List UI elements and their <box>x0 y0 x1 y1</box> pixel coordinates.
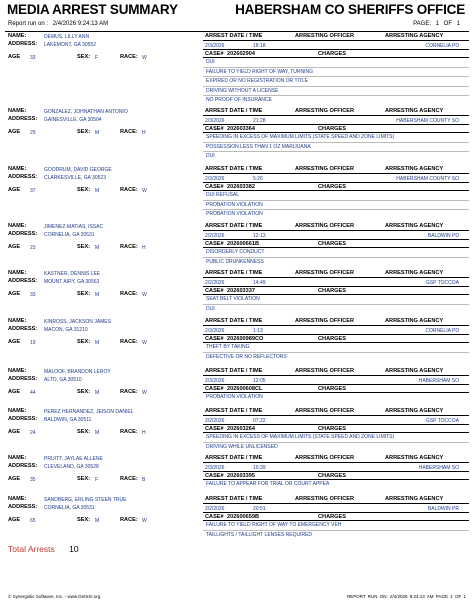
arrestee-address: CORNELIA, GA 30531 <box>44 232 95 238</box>
arrestee-sex: M <box>95 430 100 436</box>
case-label: CASE# <box>205 126 224 132</box>
sex-label: SEX: <box>77 429 91 435</box>
agency-header: ARRESTING AGENCY <box>385 318 444 324</box>
charges-header: CHARGES <box>318 473 346 479</box>
arrestee-sex: M <box>95 340 100 346</box>
arrest-time: 10:39 <box>253 465 266 471</box>
arrestee-sex: M <box>95 518 100 524</box>
arrestee-age: 33 <box>30 55 36 61</box>
arrestee-race: W <box>142 188 147 194</box>
officer-header: ARRESTING OFFICER <box>295 408 355 414</box>
agency-header: ARRESTING AGENCY <box>385 166 444 172</box>
arrestee-address: CLEVELAND, GA 30528 <box>44 464 99 470</box>
arrestee-address: CLARKESVILLE, GA 30523 <box>44 175 106 181</box>
arrestee-name: KASTNER, DENNIS LEE <box>44 271 101 277</box>
charges-header: CHARGES <box>318 288 346 294</box>
charges-header: CHARGES <box>318 126 346 132</box>
age-label: AGE <box>8 187 21 193</box>
case-label: CASE# <box>205 336 224 342</box>
footer-copyright: © Synergistic Software, Inc. - www.GetSSI.org <box>8 594 101 599</box>
arrestee-sex: M <box>95 390 100 396</box>
charges-header: CHARGES <box>318 336 346 342</box>
sex-label: SEX: <box>77 339 91 345</box>
charge-line: FAILURE TO YIELD RIGHT OF WAY, TURNING <box>203 68 469 78</box>
arrest-date: 2/3/2026 <box>205 118 225 124</box>
address-label: ADDRESS: <box>8 326 38 332</box>
age-label: AGE <box>8 54 21 60</box>
charges-header: CHARGES <box>318 241 346 247</box>
officer-header: ARRESTING OFFICER <box>295 166 355 172</box>
arrestee-name: GONZALEZ, JOHNATHAN ANTONIO <box>44 109 128 115</box>
charge-line: DUI <box>206 153 215 159</box>
race-label: RACE: <box>120 429 138 435</box>
arrest-dt-header: ARREST DATE / TIME <box>205 455 263 461</box>
charges-header: CHARGES <box>318 184 346 190</box>
charge-line: DUI <box>203 58 469 68</box>
arresting-agency: HABERSHAM SO <box>418 378 459 384</box>
agency-header: ARRESTING AGENCY <box>385 496 444 502</box>
arrest-date: 2/2/2026 <box>205 280 225 286</box>
address-label: ADDRESS: <box>8 278 38 284</box>
arrest-time: 07:22 <box>253 418 266 424</box>
charge-line: DUI <box>206 305 215 312</box>
sex-label: SEX: <box>77 129 91 135</box>
case-number: 202602904 <box>227 51 255 57</box>
case-number: 202600659B <box>227 514 260 520</box>
case-label: CASE# <box>205 184 224 190</box>
arrestee-race: W <box>142 390 147 396</box>
charge-line: PROBATION VIOLATION <box>203 201 469 211</box>
name-label: NAME: <box>8 33 27 39</box>
arrest-date: 2/2/2026 <box>205 233 225 239</box>
charges-header: CHARGES <box>318 514 346 520</box>
officer-header: ARRESTING OFFICER <box>295 33 355 39</box>
arrest-time: 20:51 <box>253 506 266 512</box>
charge-line: SPEEDING IN EXCESS OF MAXIMUM LIMITS (STATE SPEED AND ZONE LIMITS) <box>203 433 469 443</box>
name-label: NAME: <box>8 408 27 414</box>
case-label: CASE# <box>205 473 224 479</box>
age-label: AGE <box>8 389 21 395</box>
officer-header: ARRESTING OFFICER <box>295 270 355 276</box>
arrestee-sex: F <box>95 55 99 61</box>
arrest-detail-block <box>203 408 469 452</box>
arrest-time: 14:49 <box>253 280 266 286</box>
arrestee-race: W <box>142 55 147 61</box>
arrestee-address: MACON, GA 31210 <box>44 327 88 333</box>
arrestee-name: GOODRUM, DAVID GEORGE <box>44 167 112 173</box>
arrest-date: 2/3/2026 <box>205 465 225 471</box>
address-label: ADDRESS: <box>8 116 38 122</box>
sex-label: SEX: <box>77 389 91 395</box>
race-label: RACE: <box>120 187 138 193</box>
arrestee-race: H <box>142 245 146 251</box>
arresting-agency: HABERSHAM SO <box>418 465 459 471</box>
arrest-dt-header: ARREST DATE / TIME <box>205 318 263 324</box>
arrestee-race: W <box>142 292 147 298</box>
arrestee-address: CORNELIA, GA 30531 <box>44 505 95 511</box>
office-name: HABERSHAM CO SHERIFFS OFFICE <box>235 2 465 17</box>
charge-line: SEAT BELT VIOLATION <box>203 295 469 305</box>
arrest-dt-header: ARREST DATE / TIME <box>205 368 263 374</box>
charges-header: CHARGES <box>318 426 346 432</box>
arrest-time: 12:13 <box>253 233 266 239</box>
total-arrests <box>8 544 79 554</box>
run-on-line <box>8 21 108 27</box>
age-label: AGE <box>8 244 21 250</box>
name-label: NAME: <box>8 166 27 172</box>
officer-header: ARRESTING OFFICER <box>295 318 355 324</box>
arrest-date: 2/3/2026 <box>205 176 225 182</box>
address-label: ADDRESS: <box>8 376 38 382</box>
case-number: 202600661B <box>227 241 260 247</box>
name-label: NAME: <box>8 496 27 502</box>
name-label: NAME: <box>8 270 27 276</box>
arresting-agency: HABERSHAM COUNTY SO <box>396 176 459 182</box>
age-label: AGE <box>8 476 21 482</box>
agency-header: ARRESTING AGENCY <box>385 223 444 229</box>
arrestee-race: W <box>142 518 147 524</box>
race-label: RACE: <box>120 517 138 523</box>
case-label: CASE# <box>205 514 224 520</box>
arrest-detail-block <box>203 318 469 362</box>
address-label: ADDRESS: <box>8 416 38 422</box>
header-divider <box>5 31 469 32</box>
case-number: 202603395 <box>227 473 255 479</box>
arresting-agency: BALDWIN PD <box>427 233 459 239</box>
arrestee-race: W <box>142 340 147 346</box>
agency-header: ARRESTING AGENCY <box>385 270 444 276</box>
arrestee-address: LAKEMONT, GA 30552 <box>44 42 96 48</box>
run-on-label: Report run on : <box>8 21 49 27</box>
charge-line: DUI REFUSAL <box>203 191 469 201</box>
arrest-time: 21:28 <box>253 118 266 124</box>
race-label: RACE: <box>120 291 138 297</box>
arrest-detail-block <box>203 496 469 540</box>
age-label: AGE <box>8 129 21 135</box>
arrestee-name: PEREZ HERNANDEZ, JEISON DANIEL <box>44 409 134 415</box>
arrest-dt-header: ARREST DATE / TIME <box>205 223 263 229</box>
arresting-agency: HABERSHAM COUNTY SO <box>396 118 459 124</box>
arrestee-name: PRUITT, JAYLAE ALLENE <box>44 456 103 462</box>
name-label: NAME: <box>8 455 27 461</box>
arrestee-address: MOUNT AIRY, GA 30563 <box>44 279 100 285</box>
arresting-agency: CORNELIA PD <box>425 328 459 334</box>
charge-line: FAILURE TO APPEAR FOR TRIAL OR COURT APPEA <box>206 481 330 487</box>
arrest-date: 2/3/2026 <box>205 328 225 334</box>
arrest-detail-block <box>203 33 469 106</box>
arrest-time: 5:26 <box>253 176 263 182</box>
arrest-detail-block <box>203 223 469 267</box>
sex-label: SEX: <box>77 244 91 250</box>
race-label: RACE: <box>120 389 138 395</box>
case-number: 202603364 <box>227 126 255 132</box>
case-label: CASE# <box>205 386 224 392</box>
arrestee-name: SANDBERG, ERLING STEEN TRUE <box>44 497 127 503</box>
arresting-agency: GSP TOCCOA <box>425 280 459 286</box>
address-label: ADDRESS: <box>8 41 38 47</box>
arrestee-sex: M <box>95 188 100 194</box>
arrest-date: 2/3/2026 <box>205 378 225 384</box>
arrestee-age: 65 <box>30 518 36 524</box>
arrestee-age: 29 <box>30 130 36 136</box>
charge-line: SPEEDING IN EXCESS OF MAXIMUM LIMITS (STATE SPEED AND ZONE LIMITS) <box>203 133 469 143</box>
run-on-value: 2/4/2026 9:24:13 AM <box>52 21 109 27</box>
report-title: MEDIA ARREST SUMMARY <box>7 2 178 17</box>
arrest-time: 12:05 <box>253 378 266 384</box>
sex-label: SEX: <box>77 54 91 60</box>
race-label: RACE: <box>120 476 138 482</box>
total-label: Total Arrests <box>8 544 55 554</box>
arrestee-age: 33 <box>30 292 36 298</box>
arrest-dt-header: ARREST DATE / TIME <box>205 496 263 502</box>
agency-header: ARRESTING AGENCY <box>385 455 444 461</box>
arrest-dt-header: ARREST DATE / TIME <box>205 108 263 114</box>
charge-line: TAILLIGHTS / TAILLIGHT LENSES REQUIRED <box>206 531 313 538</box>
arrest-detail-block <box>203 455 469 490</box>
arrestee-sex: M <box>95 292 100 298</box>
arrestee-age: 24 <box>30 430 36 436</box>
arresting-agency: CORNELIA PD <box>425 43 459 49</box>
arrestee-race: H <box>142 130 146 136</box>
charge-line: DRIVING WHILE UNLICENSED <box>206 443 278 450</box>
case-number: 202603337 <box>227 288 255 294</box>
arrest-date: 2/2/2026 <box>205 418 225 424</box>
sex-label: SEX: <box>77 476 91 482</box>
case-number: 202600608CL <box>227 386 263 392</box>
arrestee-name: MALOOF, BRANDON LEROY <box>44 369 111 375</box>
arrestee-name: JIMENEZ-MATIAS, ISSAC <box>44 224 104 230</box>
arrestee-address: GAINESVILLE, GA 30504 <box>44 117 102 123</box>
agency-header: ARRESTING AGENCY <box>385 108 444 114</box>
officer-header: ARRESTING OFFICER <box>295 455 355 461</box>
arrestee-name: KINROSS, JACKSON JAMES <box>44 319 111 325</box>
sex-label: SEX: <box>77 291 91 297</box>
charge-line: POSSESSION LESS THAN 1 OZ MARIJUANA <box>203 143 469 153</box>
arrest-date: 2/3/2026 <box>205 43 225 49</box>
name-label: NAME: <box>8 318 27 324</box>
charge-line: PUBLIC DRUNKENNESS <box>206 258 264 265</box>
name-label: NAME: <box>8 108 27 114</box>
age-label: AGE <box>8 291 21 297</box>
arrestee-age: 23 <box>30 245 36 251</box>
charge-line: FAILURE TO YIELD RIGHT OF WAY TO EMERGENCY VEH <box>203 521 469 531</box>
page-indicator: PAGE: 1 OF 1 <box>413 21 460 27</box>
arrestee-sex: M <box>95 130 100 136</box>
case-label: CASE# <box>205 288 224 294</box>
charge-line: DISORDERLY CONDUCT <box>203 248 469 258</box>
arrestee-address: ALTO, GA 30510 <box>44 377 82 383</box>
case-number: 202603264 <box>227 426 255 432</box>
arrest-dt-header: ARREST DATE / TIME <box>205 33 263 39</box>
race-label: RACE: <box>120 129 138 135</box>
case-label: CASE# <box>205 241 224 247</box>
address-label: ADDRESS: <box>8 463 38 469</box>
case-label: CASE# <box>205 51 224 57</box>
case-number: 202603382 <box>227 184 255 190</box>
arrest-dt-header: ARREST DATE / TIME <box>205 270 263 276</box>
age-label: AGE <box>8 429 21 435</box>
arrestee-sex: M <box>95 245 100 251</box>
sex-label: SEX: <box>77 187 91 193</box>
total-value: 10 <box>69 544 79 554</box>
arrest-time: 18:18 <box>253 43 266 49</box>
arrestee-address: BALDWIN, GA 30511 <box>44 417 92 423</box>
charge-line: NO PROOF OF INSURANCE <box>206 97 272 103</box>
age-label: AGE <box>8 517 21 523</box>
arrestee-race: B <box>142 477 146 483</box>
arrestee-age: 35 <box>30 477 36 483</box>
charge-line: THEFT BY TAKING <box>203 343 469 353</box>
arrestee-age: 44 <box>30 390 36 396</box>
arrest-detail-block <box>203 166 469 220</box>
charge-line: PROBATION VIOLATION <box>206 394 263 400</box>
address-label: ADDRESS: <box>8 504 38 510</box>
charges-header: CHARGES <box>318 51 346 57</box>
race-label: RACE: <box>120 339 138 345</box>
arrest-time: 1:13 <box>253 328 263 334</box>
officer-header: ARRESTING OFFICER <box>295 496 355 502</box>
arrest-date: 2/2/2026 <box>205 506 225 512</box>
sex-label: SEX: <box>77 517 91 523</box>
arrest-dt-header: ARREST DATE / TIME <box>205 166 263 172</box>
officer-header: ARRESTING OFFICER <box>295 368 355 374</box>
age-label: AGE <box>8 339 21 345</box>
name-label: NAME: <box>8 368 27 374</box>
arrestee-age: 19 <box>30 340 36 346</box>
name-label: NAME: <box>8 223 27 229</box>
arresting-agency: GSP TOCCOA <box>425 418 459 424</box>
charge-line: PROBATION VIOLATION <box>206 211 263 217</box>
footer-run-info: REPORT RUN ON: 2/4/2026 9:24:13 AM PAGE 1 OF 1 <box>346 594 466 599</box>
case-label: CASE# <box>205 426 224 432</box>
agency-header: ARRESTING AGENCY <box>385 368 444 374</box>
arresting-agency: BALDWIN PR <box>427 506 459 512</box>
race-label: RACE: <box>120 244 138 250</box>
address-label: ADDRESS: <box>8 174 38 180</box>
charge-line: DEFECTIVE OR NO REFLECTORS <box>206 353 287 360</box>
arrest-detail-block <box>203 368 469 403</box>
officer-header: ARRESTING OFFICER <box>295 108 355 114</box>
arrestee-name: DEMUS, LILLY ANN <box>44 34 90 40</box>
case-number: 202600989CO <box>227 336 264 342</box>
officer-header: ARRESTING OFFICER <box>295 223 355 229</box>
agency-header: ARRESTING AGENCY <box>385 408 444 414</box>
charge-line: EXPIRED OR NO REGISTRATION OR TITLE <box>203 77 469 87</box>
charge-line: DRIVING WITHOUT A LICENSE <box>203 87 469 97</box>
arrestee-race: H <box>142 430 146 436</box>
charges-header: CHARGES <box>318 386 346 392</box>
arrest-detail-block <box>203 108 469 162</box>
arrest-detail-block <box>203 270 469 314</box>
arrestee-age: 37 <box>30 188 36 194</box>
agency-header: ARRESTING AGENCY <box>385 33 444 39</box>
arrestee-sex: F <box>95 477 99 483</box>
race-label: RACE: <box>120 54 138 60</box>
address-label: ADDRESS: <box>8 231 38 237</box>
arrest-dt-header: ARREST DATE / TIME <box>205 408 263 414</box>
